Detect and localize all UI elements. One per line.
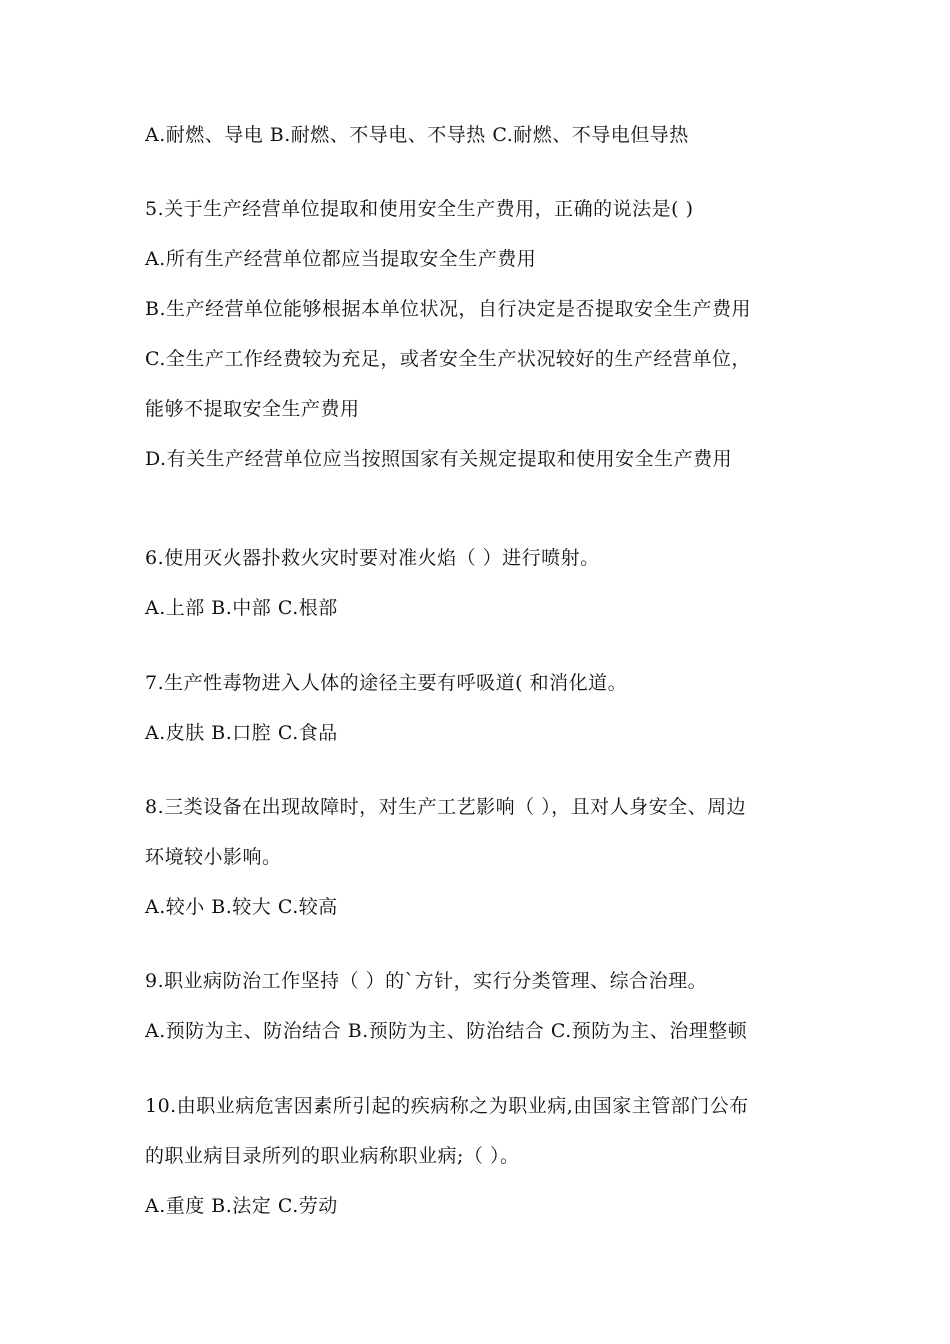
q9-question: 9.职业病防治工作坚持（ ）的`方针，实行分类管理、综合治理。 xyxy=(145,970,708,992)
q5-option-a: A.所有生产经营单位都应当提取安全生产费用 xyxy=(145,248,537,270)
q5-option-b: B.生产经营单位能够根据本单位状况，自行决定是否提取安全生产费用 xyxy=(145,298,752,320)
q5-option-c: C.全生产工作经费较为充足，或者安全生产状况较好的生产经营单位， xyxy=(145,348,751,370)
q5-option-d: D.有关生产经营单位应当按照国家有关规定提取和使用安全生产费用 xyxy=(145,448,733,470)
q7-question: 7.生产性毒物进入人体的途径主要有呼吸道( 和消化道。 xyxy=(145,672,628,694)
q10-question: 10.由职业病危害因素所引起的疾病称之为职业病,由国家主管部门公布 xyxy=(145,1095,749,1117)
q8-question: 8.三类设备在出现故障时，对生产工艺影响（ ），且对人身安全、周边 xyxy=(145,796,747,818)
q8-question-cont: 环境较小影响。 xyxy=(145,846,282,868)
q9-options: A.预防为主、防治结合 B.预防为主、防治结合 C.预防为主、治理整顿 xyxy=(145,1020,748,1042)
q5-question: 5.关于生产经营单位提取和使用安全生产费用，正确的说法是( ) xyxy=(145,198,694,220)
q10-options: A.重度 B.法定 C.劳动 xyxy=(145,1195,338,1217)
q7-options: A.皮肤 B.口腔 C.食品 xyxy=(145,722,338,744)
q5-option-c-cont: 能够不提取安全生产费用 xyxy=(145,398,360,420)
q10-question-cont: 的职业病目录所列的职业病称职业病;（ ）。 xyxy=(145,1145,520,1167)
q6-question: 6.使用灭火器扑救火灾时要对准火焰（ ）进行喷射。 xyxy=(145,547,600,569)
q4-options: A.耐燃、导电 B.耐燃、不导电、不导热 C.耐燃、不导电但导热 xyxy=(145,124,689,146)
q6-options: A.上部 B.中部 C.根部 xyxy=(145,597,338,619)
q8-options: A.较小 B.较大 C.较高 xyxy=(145,896,338,918)
